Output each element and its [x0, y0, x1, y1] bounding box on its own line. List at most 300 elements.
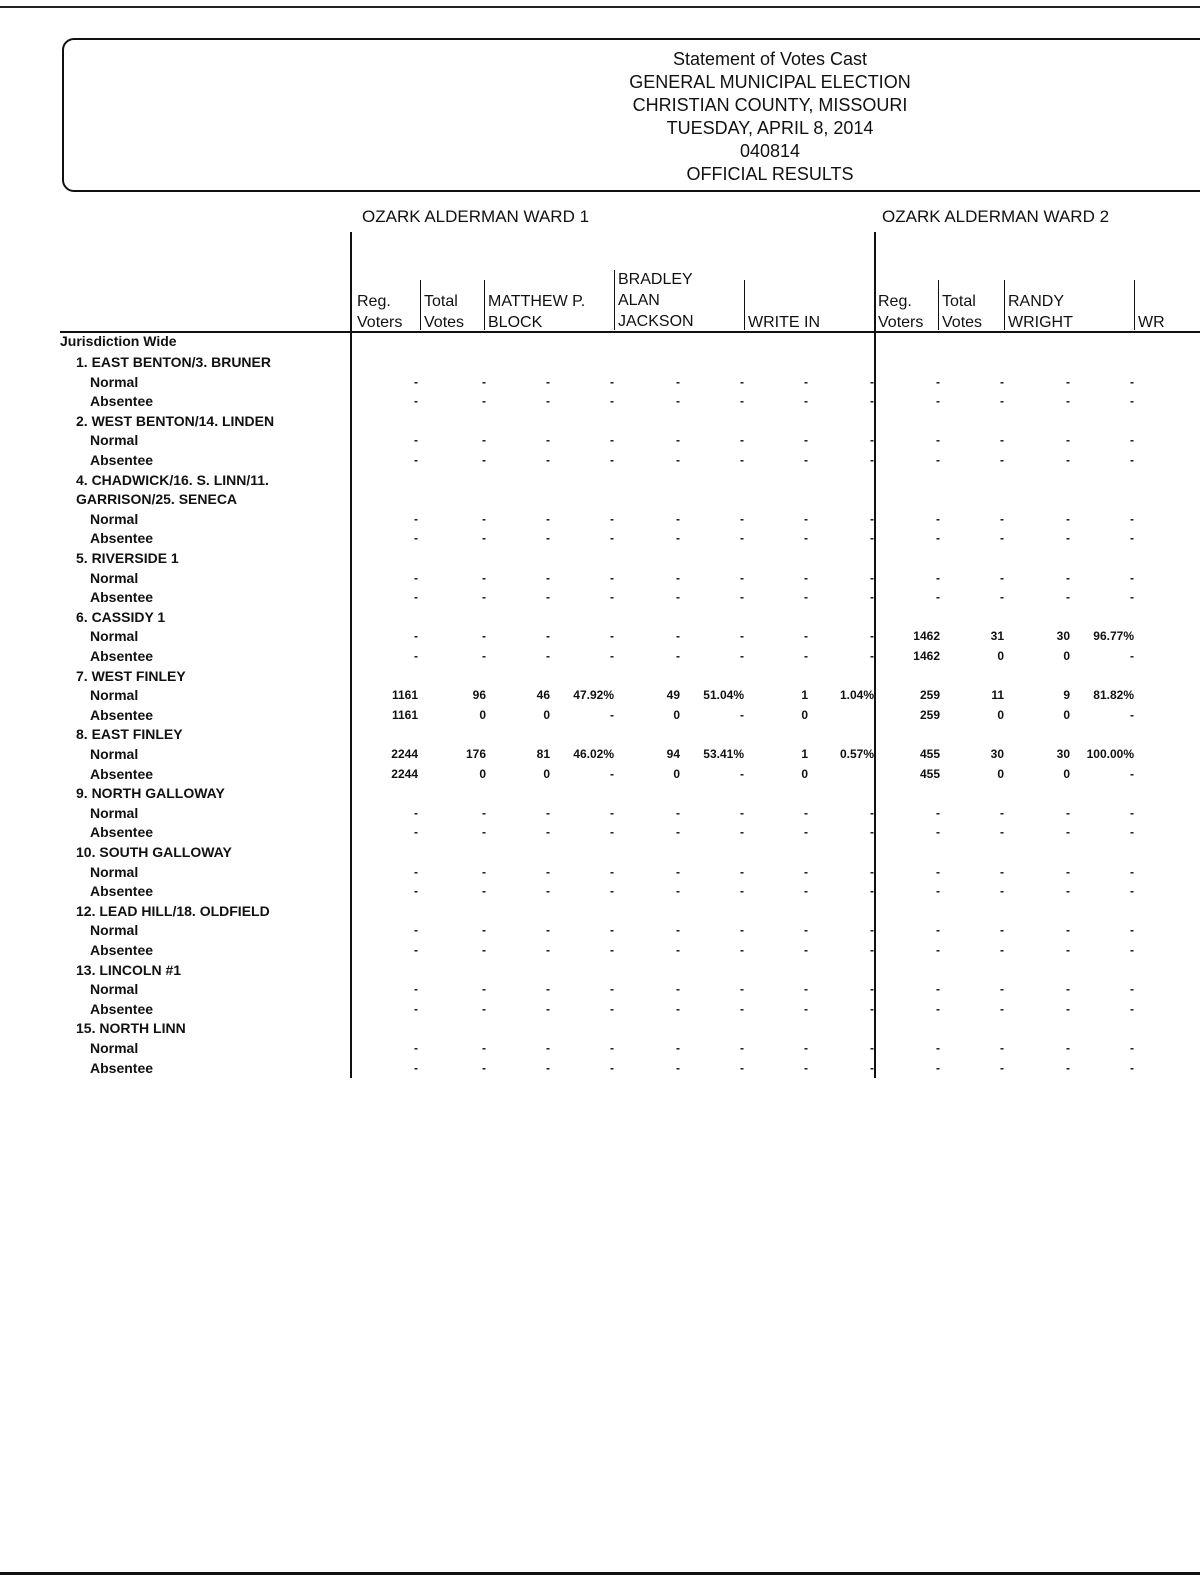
- ward-1-cell: -: [804, 825, 808, 840]
- ward-1-cell: -: [414, 825, 418, 840]
- ward-1-cell: -: [414, 453, 418, 467]
- vote-type-label: Absentee: [90, 648, 154, 664]
- ward-1-cell: 46: [536, 688, 550, 703]
- ward-1-cell: -: [740, 943, 744, 957]
- ward-2-cell: -: [1000, 943, 1004, 957]
- ward-1-cell: -: [740, 982, 744, 997]
- ward-2-cell: -: [1130, 884, 1134, 899]
- ward-2-cell: -: [1000, 1001, 1004, 1016]
- vote-type-label: Normal: [90, 628, 139, 645]
- ward-1-cell: -: [870, 1001, 874, 1016]
- ward-2-cell: -: [1066, 805, 1070, 820]
- ward-2-cell: -: [1000, 825, 1004, 840]
- vote-type-label: Normal: [90, 569, 139, 586]
- ward-2-cell: 31: [990, 629, 1004, 644]
- ward-2-cell: 0: [997, 707, 1004, 722]
- ward-2-cell: 455: [919, 747, 940, 761]
- ward-2-cell: -: [1066, 923, 1070, 938]
- ward-1-cell: -: [870, 884, 874, 899]
- header-line-county: CHRISTIAN COUNTY, MISSOURI: [632, 95, 908, 115]
- ward-1-cell: -: [610, 1060, 614, 1075]
- precinct-name: 7. WEST FINLEY: [76, 667, 186, 684]
- vote-type-label: Normal: [90, 746, 139, 762]
- precinct-name: 10. SOUTH GALLOWAY: [76, 844, 232, 860]
- ward-1-cell: -: [870, 982, 874, 997]
- ward-2-cell: -: [1066, 884, 1070, 899]
- ward-1-cell: -: [740, 923, 744, 938]
- ward-1-cell: -: [676, 982, 680, 997]
- precinct-name: 13. LINCOLN #1: [76, 961, 182, 978]
- ward-1-cell: -: [482, 1041, 486, 1055]
- ward-1-cell: 176: [465, 747, 486, 761]
- ward-1-cell: -: [546, 649, 550, 663]
- ward-1-cell: -: [740, 825, 744, 840]
- ward-1-cell: -: [740, 864, 744, 879]
- precinct-name: 12. LEAD HILL/18. OLDFIELD: [76, 902, 270, 919]
- ward-1-cell: -: [546, 433, 550, 448]
- col-head-candidate: RANDY WRIGHT: [1008, 293, 1073, 331]
- vote-type-label: Normal: [90, 373, 139, 390]
- vote-type-label: Absentee: [90, 589, 154, 606]
- ward-2-cell: 96.77%: [1093, 629, 1134, 644]
- ward-2-cell: -: [936, 453, 940, 467]
- ward-2-cell: -: [1066, 511, 1070, 526]
- ward-1-cell: -: [610, 864, 614, 879]
- ward-1-cell: -: [804, 982, 808, 997]
- ward-1-cell: -: [610, 943, 614, 957]
- ward-2-cell: -: [1000, 433, 1004, 448]
- ward-1-cell: -: [676, 943, 680, 957]
- ward-1-cell: -: [482, 531, 486, 546]
- ward-1-cell: -: [676, 394, 680, 409]
- race-title-ward-1: OZARK ALDERMAN WARD 1: [362, 207, 590, 226]
- col-divider: [744, 280, 745, 330]
- ward-1-cell: 1.04%: [839, 688, 874, 703]
- ward-1-cell: -: [546, 590, 550, 605]
- ward-2-cell: -: [936, 374, 940, 389]
- ward-1-cell: -: [740, 1041, 744, 1055]
- ward-1-cell: -: [676, 649, 680, 663]
- ward-1-cell: -: [546, 629, 550, 644]
- ward-1-cell: -: [546, 884, 550, 899]
- ward-1-cell: -: [804, 570, 808, 585]
- ward-1-cell: -: [414, 1041, 418, 1055]
- header-line-date: TUESDAY, APRIL 8, 2014: [666, 118, 874, 138]
- ward-2-cell: -: [1000, 394, 1004, 409]
- ward-2-cell: -: [1066, 1060, 1070, 1075]
- ward-2-cell: 0: [1063, 649, 1070, 663]
- ward-1-cell: -: [610, 433, 614, 448]
- ward-2-cell: -: [936, 394, 940, 409]
- ward-1-cell: -: [676, 590, 680, 605]
- ward-1-cell: -: [482, 511, 486, 526]
- ward-1-cell: -: [610, 394, 614, 409]
- ward-2-cell: -: [1000, 923, 1004, 938]
- ward-1-cell: -: [870, 590, 874, 605]
- precinct-name: 2. WEST BENTON/14. LINDEN: [76, 412, 275, 429]
- ward-1-cell: -: [870, 570, 874, 585]
- ward-2-cell: -: [1066, 433, 1070, 448]
- vote-type-label: Absentee: [90, 1059, 154, 1076]
- ward-2-cell: -: [1130, 531, 1134, 546]
- col-divider: [484, 280, 485, 330]
- ward-1-cell: 0: [673, 707, 680, 722]
- vote-type-label: Absentee: [90, 942, 154, 958]
- col-head-candidate: BRADLEY ALAN JACKSON: [618, 271, 694, 330]
- vote-type-label: Normal: [90, 981, 139, 998]
- ward-1-cell: -: [676, 531, 680, 546]
- col-head-total-votes: Total Votes: [424, 293, 465, 331]
- vote-type-label: Normal: [90, 510, 139, 527]
- ward-1-cell: -: [482, 590, 486, 605]
- ward-2-cell: -: [1000, 374, 1004, 389]
- ward-1-cell: -: [546, 923, 550, 938]
- col-head-write-in: WRITE IN: [748, 314, 820, 331]
- ward-2-cell: -: [1130, 1060, 1134, 1075]
- ward-1-cell: -: [676, 1060, 680, 1075]
- ward-2-cell: -: [1000, 982, 1004, 997]
- ward-1-cell: -: [414, 511, 418, 526]
- ward-1-cell: -: [546, 825, 550, 840]
- ward-1-cell: -: [740, 805, 744, 820]
- ward-2-cell: 259: [919, 688, 940, 703]
- ward-1-cell: 2244: [391, 747, 418, 761]
- ward-1-cell: 51.04%: [703, 688, 744, 703]
- vote-type-label: Absentee: [90, 1000, 154, 1017]
- vote-type-label: Absentee: [90, 530, 154, 547]
- ward-1-cell: -: [676, 453, 680, 467]
- ward-1-cell: 0.57%: [839, 747, 874, 761]
- ward-1-cell: -: [610, 531, 614, 546]
- ward-2-cell: -: [1130, 825, 1134, 840]
- race-title-ward-2: OZARK ALDERMAN WARD 2: [882, 207, 1110, 226]
- ward-1-cell: -: [804, 1041, 808, 1055]
- ward-1-cell: -: [804, 374, 808, 389]
- ward-2-cell: -: [936, 570, 940, 585]
- ward-1-cell: -: [804, 884, 808, 899]
- vote-type-label: Normal: [90, 804, 139, 821]
- ward-2-cell: 30: [1056, 747, 1070, 761]
- ward-2-cell: -: [1000, 805, 1004, 820]
- ward-1-cell: -: [482, 374, 486, 389]
- ward-1-cell: -: [610, 982, 614, 997]
- report-header: [500, 48, 1040, 186]
- ward-1-cell: 1: [801, 747, 808, 761]
- ward-2-cell: -: [936, 923, 940, 938]
- vote-type-label: Normal: [90, 432, 139, 449]
- ward-2-cell: -: [1066, 531, 1070, 546]
- ward-1-cell: -: [676, 570, 680, 585]
- ward-1-cell: -: [482, 629, 486, 644]
- ward-1-cell: 0: [801, 766, 808, 781]
- ward-1-cell: -: [546, 1001, 550, 1016]
- ward-1-cell: -: [804, 433, 808, 448]
- ward-1-cell: -: [546, 864, 550, 879]
- ward-1-cell: 0: [801, 707, 808, 722]
- precinct-name: 1. EAST BENTON/3. BRUNER: [76, 354, 271, 370]
- ward-1-cell: -: [804, 511, 808, 526]
- ward-2-cell: 9: [1063, 688, 1070, 703]
- ward-2-cell: 1462: [913, 649, 940, 663]
- ward-1-cell: 0: [543, 707, 550, 722]
- ward-1-cell: -: [610, 374, 614, 389]
- ward-1-cell: -: [676, 629, 680, 644]
- ward-2-cell: -: [936, 825, 940, 840]
- ward-1-cell: -: [546, 511, 550, 526]
- ward-2-cell: -: [1130, 707, 1134, 722]
- header-line-election: GENERAL MUNICIPAL ELECTION: [629, 72, 911, 92]
- ward-2-cell: 0: [1063, 707, 1070, 722]
- ward-1-cell: -: [804, 629, 808, 644]
- ward-1-cell: -: [740, 707, 744, 722]
- ward-2-cell: -: [1066, 394, 1070, 409]
- ward-2-cell: -: [1130, 511, 1134, 526]
- vote-type-label: Normal: [90, 1040, 139, 1056]
- ward-2-cell: -: [1066, 374, 1070, 389]
- ward-2-cell: -: [1130, 805, 1134, 820]
- ward-2-cell: -: [1130, 394, 1134, 409]
- ward-1-cell: -: [676, 511, 680, 526]
- ward-1-cell: -: [414, 531, 418, 546]
- precinct-name: 15. NORTH LINN: [76, 1020, 186, 1037]
- ward-1-cell: 1161: [391, 688, 418, 703]
- ward-1-cell: -: [414, 943, 418, 957]
- ward-1-cell: -: [870, 923, 874, 938]
- col-head-total-votes: Total Votes: [942, 293, 983, 331]
- ward-2-cell: -: [936, 511, 940, 526]
- ward-2-cell: -: [1066, 1001, 1070, 1016]
- ward-1-cell: 49: [666, 688, 680, 703]
- col-divider: [938, 280, 939, 330]
- ward-1-cell: -: [414, 570, 418, 585]
- ward-1-cell: -: [546, 531, 550, 546]
- ward-1-cell: -: [804, 649, 808, 663]
- ward-1-cell: 0: [479, 707, 486, 722]
- ward-2-cell: -: [1130, 433, 1134, 448]
- ward-1-cell: -: [870, 1041, 874, 1055]
- ward-1-cell: -: [740, 433, 744, 448]
- ward-1-cell: -: [546, 1041, 550, 1055]
- ward-2-cell: -: [1130, 649, 1134, 663]
- ward-2-cell: -: [1000, 570, 1004, 585]
- ward-1-cell: -: [740, 884, 744, 899]
- precinct-name: 8. EAST FINLEY: [76, 726, 183, 743]
- ward-1-cell: -: [546, 570, 550, 585]
- ward-1-cell: 96: [472, 688, 486, 703]
- ward-1-cell: 46.02%: [573, 747, 614, 761]
- ward-1-cell: -: [676, 433, 680, 448]
- ward-1-cell: -: [804, 394, 808, 409]
- ward-1-cell: -: [414, 1060, 418, 1075]
- ward-1-cell: -: [610, 805, 614, 820]
- ward-1-cell: -: [804, 923, 808, 938]
- ward-1-cell: -: [610, 511, 614, 526]
- ward-2-cell: -: [936, 943, 940, 957]
- ward-1-cell: -: [610, 825, 614, 840]
- ward-1-cell: -: [482, 1001, 486, 1016]
- ward-1-cell: -: [482, 805, 486, 820]
- ward-1-cell: -: [610, 707, 614, 722]
- ward-1-cell: -: [414, 864, 418, 879]
- ward-1-cell: -: [610, 1041, 614, 1055]
- ward-2-cell: -: [1066, 943, 1070, 957]
- ward-1-cell: -: [610, 590, 614, 605]
- ward-1-cell: 0: [673, 766, 680, 781]
- vote-type-label: Absentee: [90, 393, 154, 410]
- ward-2-cell: -: [1066, 570, 1070, 585]
- ward-2-cell: -: [1130, 766, 1134, 781]
- ward-1-cell: -: [740, 1060, 744, 1075]
- ward-1-cell: -: [482, 1060, 486, 1075]
- ward-1-cell: -: [482, 884, 486, 899]
- ward-1-cell: -: [870, 374, 874, 389]
- ward-1-cell: -: [414, 629, 418, 644]
- ward-1-cell: -: [414, 394, 418, 409]
- col-head-reg-voters: Reg. Voters: [357, 293, 403, 331]
- ward-1-cell: -: [804, 531, 808, 546]
- ward-2-cell: -: [1066, 453, 1070, 467]
- ward-2-cell: -: [1130, 864, 1134, 879]
- ward-2-cell: -: [936, 982, 940, 997]
- ward-2-cell: -: [1000, 590, 1004, 605]
- ward-1-cell: -: [546, 805, 550, 820]
- ward-2-cell: -: [1130, 1001, 1134, 1016]
- ward-2-cell: -: [1130, 453, 1134, 467]
- ward-2-cell: -: [1000, 884, 1004, 899]
- ward-1-cell: -: [482, 394, 486, 409]
- ward-2-cell: 11: [991, 688, 1004, 703]
- ward-1-cell: -: [740, 649, 744, 663]
- ward-1-cell: -: [870, 943, 874, 957]
- ward-1-cell: -: [546, 374, 550, 389]
- ward-1-cell: -: [740, 394, 744, 409]
- ward-1-cell: -: [482, 923, 486, 938]
- ward-2-cell: -: [1000, 1060, 1004, 1075]
- jurisdiction-wide-label: Jurisdiction Wide: [60, 333, 177, 349]
- ward-1-cell: -: [870, 629, 874, 644]
- ward-2-cell: -: [1130, 923, 1134, 938]
- ward-1-cell: -: [676, 884, 680, 899]
- ward-1-cell: -: [740, 1001, 744, 1016]
- top-rule: [0, 6, 1200, 8]
- vote-type-label: Normal: [90, 863, 139, 880]
- ward-1-cell: -: [482, 649, 486, 663]
- ward-2-cell: 0: [997, 766, 1004, 781]
- ward-1-cell: -: [740, 629, 744, 644]
- ward-1-cell: -: [740, 511, 744, 526]
- ward-1-cell: -: [870, 805, 874, 820]
- ward-2-cell: -: [936, 884, 940, 899]
- ward-2-cell: -: [936, 1041, 940, 1055]
- col-divider: [614, 270, 615, 330]
- ward-1-cell: -: [546, 394, 550, 409]
- precinct-name: 9. NORTH GALLOWAY: [76, 785, 225, 802]
- ward-1-cell: -: [870, 864, 874, 879]
- ward-2-cell: 455: [919, 766, 940, 781]
- ward-1-cell: -: [870, 511, 874, 526]
- ward-1-cell: -: [610, 649, 614, 663]
- ward-1-cell: -: [870, 394, 874, 409]
- ward-1-cell: -: [870, 649, 874, 663]
- ward-1-cell: -: [482, 433, 486, 448]
- ward-1-cell: -: [804, 943, 808, 957]
- vote-type-label: Absentee: [90, 706, 154, 723]
- ward-1-cell: -: [610, 923, 614, 938]
- ward-1-cell: -: [414, 1001, 418, 1016]
- ward-1-cell: -: [482, 453, 486, 467]
- ward-1-cell: -: [546, 943, 550, 957]
- ward-1-cell: -: [804, 453, 808, 467]
- ward-1-cell: -: [870, 825, 874, 840]
- ward-1-cell: -: [676, 374, 680, 389]
- ward-1-cell: -: [740, 531, 744, 546]
- ward-1-cell: -: [740, 453, 744, 467]
- ward-2-cell: 81.82%: [1093, 688, 1134, 703]
- ward-1-cell: -: [804, 590, 808, 605]
- ward-1-cell: -: [610, 1001, 614, 1016]
- bottom-rule: [0, 1572, 1200, 1575]
- ward-1-cell: -: [546, 1060, 550, 1075]
- vote-type-label: Absentee: [90, 765, 154, 782]
- ward-1-cell: -: [414, 805, 418, 820]
- vote-type-label: Absentee: [90, 452, 154, 468]
- header-line-title: Statement of Votes Cast: [672, 49, 868, 69]
- ward-1-cell: -: [740, 766, 744, 781]
- ward-2-cell: 0: [997, 649, 1004, 663]
- precinct-name: 5. RIVERSIDE 1: [76, 550, 179, 566]
- ward-1-cell: -: [676, 923, 680, 938]
- ward-1-cell: -: [414, 433, 418, 448]
- col-divider: [1004, 280, 1005, 330]
- ward-2-cell: -: [1130, 1041, 1134, 1055]
- ward-1-cell: -: [610, 629, 614, 644]
- ward-2-cell: -: [1000, 1041, 1004, 1055]
- ward-1-cell: -: [870, 531, 874, 546]
- ward-1-cell: -: [610, 453, 614, 467]
- ward-2-cell: -: [936, 864, 940, 879]
- precinct-name: 6. CASSIDY 1: [76, 608, 166, 625]
- header-line-status: OFFICIAL RESULTS: [686, 164, 854, 184]
- col-head-write-in: WR: [1138, 314, 1165, 331]
- ward-2-cell: 0: [1063, 766, 1070, 781]
- ward-2-cell: 100.00%: [1086, 747, 1134, 761]
- ward-1-cell: 1161: [391, 707, 418, 722]
- ward-1-cell: -: [482, 864, 486, 879]
- ward-2-cell: -: [1066, 864, 1070, 879]
- ward-2-cell: -: [1130, 374, 1134, 389]
- ward-1-cell: -: [414, 982, 418, 997]
- ward-1-cell: -: [804, 1001, 808, 1016]
- ward-1-cell: 0: [479, 766, 486, 781]
- ward-1-cell: -: [804, 1060, 808, 1075]
- col-head-candidate: MATTHEW P. BLOCK: [488, 293, 586, 331]
- ward-2-cell: -: [1000, 453, 1004, 467]
- header-line-code: 040814: [739, 141, 801, 161]
- precinct-name: 4. CHADWICK/16. S. LINN/11. GARRISON/25. SENECA: [76, 471, 269, 507]
- ward-1-cell: -: [482, 825, 486, 840]
- ward-1-cell: -: [740, 590, 744, 605]
- col-divider: [420, 280, 421, 330]
- ward-1-cell: -: [482, 570, 486, 585]
- ward-1-cell: -: [610, 766, 614, 781]
- ward-1-cell: -: [676, 825, 680, 840]
- vote-type-label: Normal: [90, 922, 139, 939]
- ward-1-cell: -: [804, 805, 808, 820]
- ward-1-cell: -: [740, 374, 744, 389]
- ward-2-cell: -: [1066, 590, 1070, 605]
- ward-1-cell: 1: [801, 688, 808, 703]
- ward-1-cell: -: [870, 1060, 874, 1075]
